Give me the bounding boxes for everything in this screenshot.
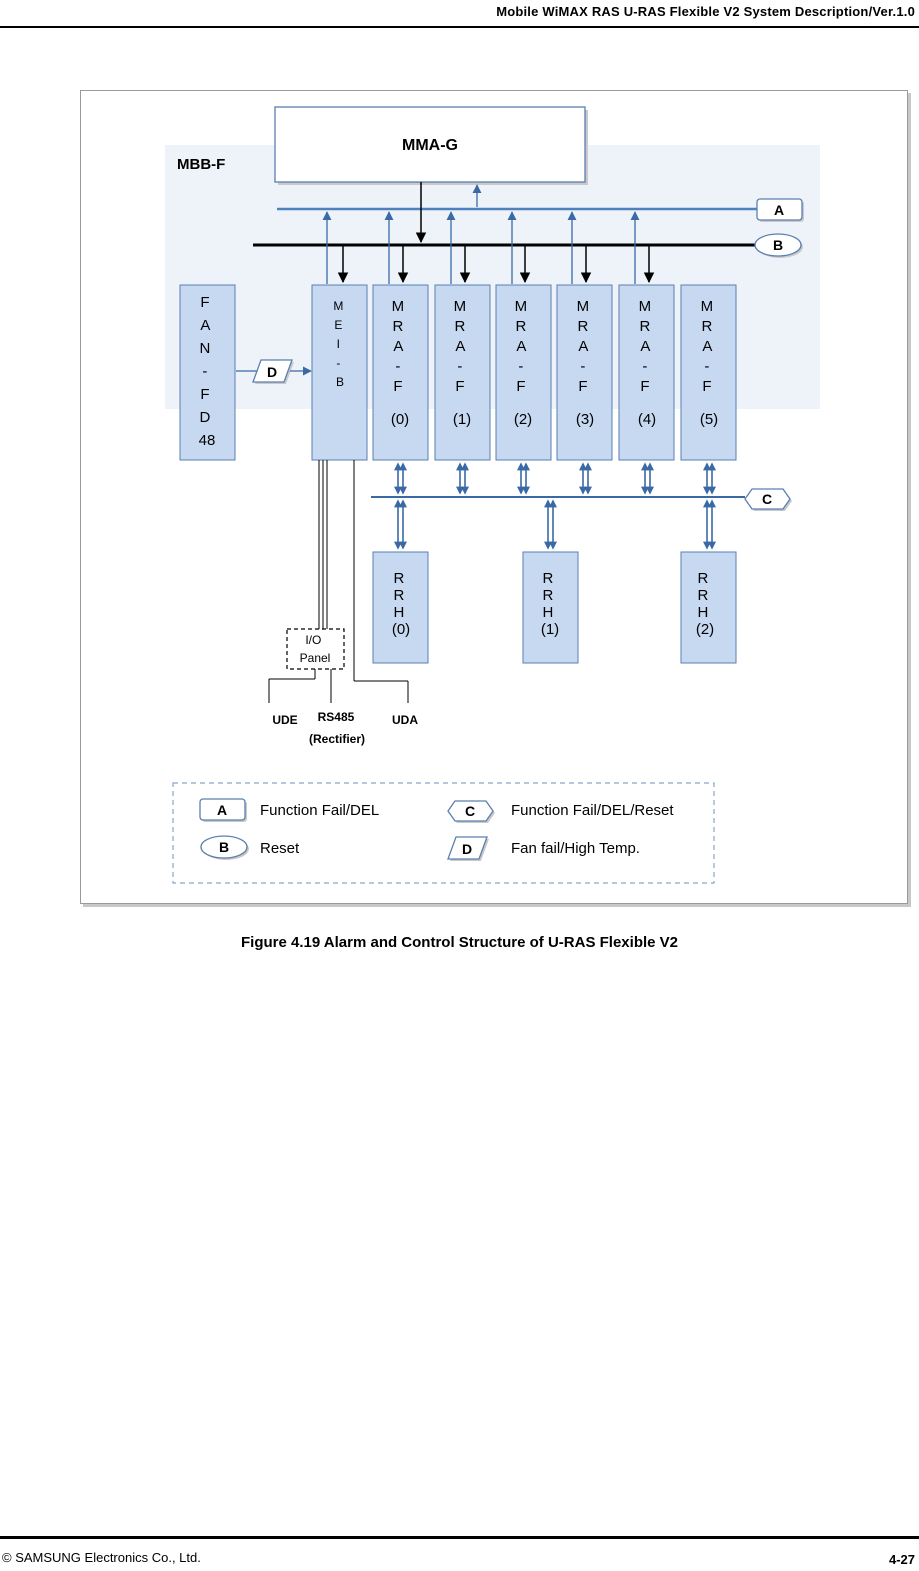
rrh-2	[681, 552, 736, 663]
svg-text:M R A -: M R A - F (2)	[513, 298, 533, 428]
header-rule	[0, 26, 919, 28]
mra-f-1	[435, 285, 490, 460]
mei-b-label: M E I - B	[333, 299, 345, 389]
mra-f-5	[681, 285, 736, 460]
legend-box	[173, 783, 714, 883]
legend-d-text: Fan fail/High Temp.	[511, 840, 640, 857]
page-header: Mobile WiMAX RAS U-RAS Flexible V2 System Description/Ver.1.0	[496, 4, 915, 19]
bus-b-tag-label: B	[772, 237, 784, 253]
mra-f-2	[496, 285, 551, 460]
svg-text:R R H (2): R R H (2)	[695, 570, 715, 638]
legend-b-text: Reset	[260, 840, 300, 857]
legend-c-text: Function Fail/DEL/Reset	[511, 802, 674, 819]
rrh-0	[373, 552, 428, 663]
d-tag-label: D	[266, 364, 278, 380]
legend-b-symbol-label: B	[218, 839, 230, 855]
footer-rule	[0, 1536, 919, 1539]
mma-g-label: MMA-G	[402, 137, 458, 154]
figure-frame	[80, 90, 908, 904]
port-uda: UDA	[392, 713, 418, 727]
mra-f-3	[557, 285, 612, 460]
port-rectifier: (Rectifier)	[308, 732, 366, 746]
legend-c-symbol-label: C	[464, 803, 476, 819]
bus-c-tag-label: C	[761, 491, 773, 507]
port-ude: UDE	[272, 713, 298, 727]
svg-text:R R H (1): R R H (1)	[540, 570, 560, 638]
mbb-label: MBB-F	[177, 156, 226, 173]
svg-text:M R A -: M R A - F (1)	[452, 298, 472, 428]
mra-f-0	[373, 285, 428, 460]
rrh-1	[523, 552, 578, 663]
fan-fd48-label: F A N - F D 48	[198, 294, 216, 449]
svg-text:M R A -: M R A - F (4)	[637, 298, 657, 428]
legend-a-text: Function Fail/DEL	[260, 802, 380, 819]
alarm-control-diagram	[81, 91, 907, 903]
svg-text:R R H (0): R R H (0)	[391, 570, 411, 638]
mra-f-4	[619, 285, 674, 460]
svg-text:M R A -: M R A - F (5)	[699, 298, 719, 428]
bus-a-tag-label: A	[773, 202, 785, 218]
svg-text:M R A -: M R A - F (3)	[575, 298, 595, 428]
legend-d-symbol-label: D	[461, 841, 473, 857]
figure-caption: Figure 4.19 Alarm and Control Structure of U-RAS Flexible V2	[240, 934, 679, 951]
legend-a-symbol-label: A	[216, 802, 228, 818]
svg-text:M R A -: M R A - F (0)	[390, 298, 410, 428]
footer-copyright: © SAMSUNG Electronics Co., Ltd.	[2, 1550, 201, 1565]
io-panel-label: I/O Panel	[299, 633, 331, 665]
port-rs485: RS485	[317, 710, 355, 724]
page-number: 4-27	[888, 1552, 915, 1567]
